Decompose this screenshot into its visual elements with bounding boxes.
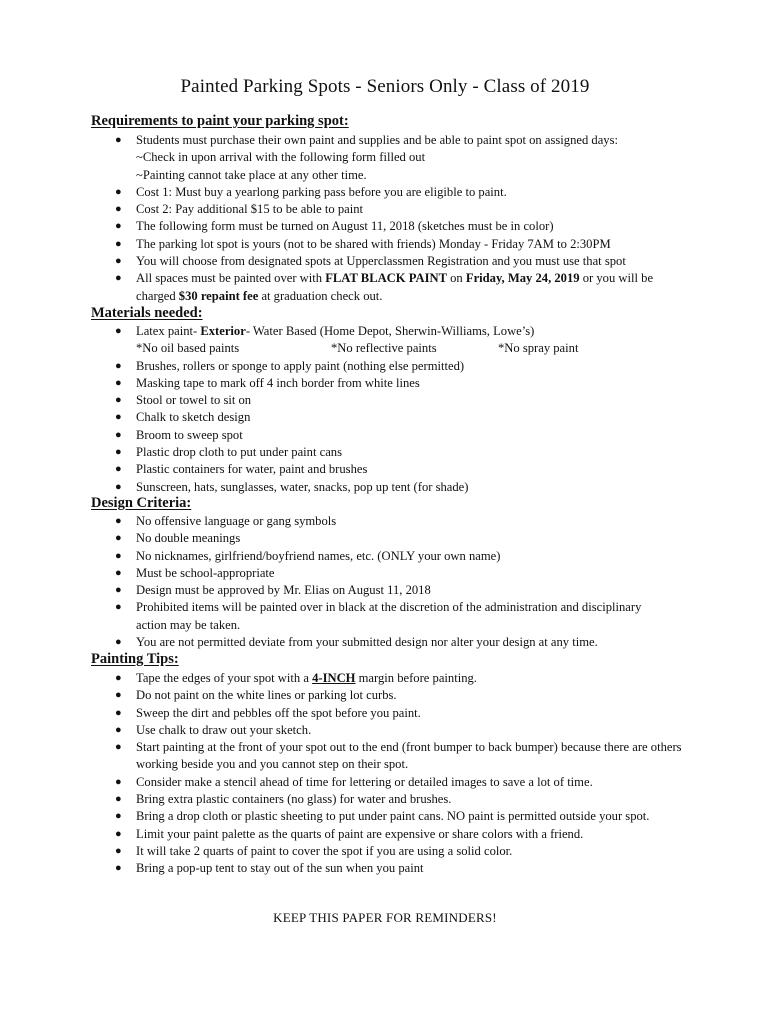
list-item: ● Sunscreen, hats, sunglasses, water, snacks, pop up tent (for shade) xyxy=(0,479,770,496)
list-item: ● Plastic containers for water, paint and brushes xyxy=(0,461,770,478)
list-item: ● Plastic drop cloth to put under paint cans xyxy=(0,444,770,461)
list-item: ● Chalk to sketch design xyxy=(0,409,770,426)
bullet-icon: ● xyxy=(115,428,122,441)
list-item: ● The parking lot spot is yours (not to be shared with friends) Monday - Friday 7AM to 2:30PM xyxy=(0,236,770,253)
materials-list xyxy=(0,323,770,496)
bullet-icon: ● xyxy=(115,394,122,407)
bullet-icon: ● xyxy=(115,359,122,372)
bullet-icon: ● xyxy=(115,689,122,702)
design-list xyxy=(0,513,770,651)
list-item: ● Sweep the dirt and pebbles off the spot before you paint. xyxy=(0,705,770,722)
list-item: ● Consider make a stencil ahead of time for lettering or detailed images to save a lot of time. xyxy=(0,774,770,791)
bullet-icon: ● xyxy=(115,862,122,875)
bullet-icon: ● xyxy=(115,515,122,527)
bullet-icon: ● xyxy=(115,203,122,216)
list-item: ● Bring a drop cloth or plastic sheeting to put under paint cans. NO paint is permitted outside your spot. xyxy=(0,808,770,825)
list-item: ● Brushes, rollers or sponge to apply paint (nothing else permitted) xyxy=(0,358,770,375)
bullet-icon: ● xyxy=(115,775,122,788)
bullet-icon: ● xyxy=(115,810,122,823)
four-inch-text: 4-INCH xyxy=(312,671,356,685)
page-title: Painted Parking Spots - Seniors Only - Class of 2019 xyxy=(180,76,590,97)
tips-heading: Painting Tips: xyxy=(91,651,179,667)
list-item: ● Start painting at the front of your spot out to the end (front bumper to back bumper) because there are others working beside you and you cannot step on their spot. xyxy=(115,740,682,772)
flat-black-paint-text: FLAT BLACK PAINT xyxy=(325,271,447,286)
bullet-icon: ● xyxy=(115,793,122,806)
materials-heading: Materials needed: xyxy=(91,305,203,321)
bullet-icon: ● xyxy=(115,549,122,562)
paint-notes-row: *No oil based paints *No reflective paints *No spray paint xyxy=(136,341,579,356)
list-item: ● You will choose from designated spots at Upperclassmen Registration and you must use that spot xyxy=(0,253,770,270)
bullet-icon: ● xyxy=(115,566,122,579)
list-item: ● Cost 1: Must buy a yearlong parking pass before you are eligible to paint. xyxy=(0,184,770,201)
footer-reminder: KEEP THIS PAPER FOR REMINDERS! xyxy=(273,910,497,925)
bullet-icon: ● xyxy=(115,255,122,268)
list-item: ● Limit your paint palette as the quarts of paint are expensive or share colors with a friend. xyxy=(0,826,770,843)
list-item: ● Masking tape to mark off 4 inch border from white lines xyxy=(0,375,770,392)
bullet-icon: ● xyxy=(115,672,122,684)
bullet-icon: ● xyxy=(115,480,122,493)
list-item: ● Do not paint on the white lines or parking lot curbs. xyxy=(0,687,770,704)
bullet-icon: ● xyxy=(115,376,122,389)
list-item: ● Design must be approved by Mr. Elias on August 11, 2018 xyxy=(0,582,770,599)
list-item: ● Use chalk to draw out your sketch. xyxy=(0,722,770,739)
list-item: ● Cost 2: Pay additional $15 to be able to paint xyxy=(0,201,770,218)
bullet-icon: ● xyxy=(115,827,122,840)
list-item: ● Must be school-appropriate xyxy=(0,565,770,582)
bullet-icon: ● xyxy=(115,844,122,857)
list-item: ● It will take 2 quarts of paint to cover the spot if you are using a solid color. xyxy=(0,843,770,860)
list-item: ● No offensive language or gang symbols xyxy=(0,513,770,530)
list-item: ● Prohibited items will be painted over in black at the discretion of the administration and disciplinary action may be taken. xyxy=(115,600,642,632)
list-item: ● Students must purchase their own paint and supplies and be able to paint spot on assigned days: ~Check in upon arrival with the following form filled out ~Painting cannot take place at any other time. xyxy=(115,133,618,182)
repaint-fee: $30 repaint fee xyxy=(178,288,259,303)
list-item: ● Broom to sweep spot xyxy=(0,427,770,444)
list-item: ● No nicknames, girlfriend/boyfriend names, etc. (ONLY your own name) xyxy=(0,548,770,565)
tips-list xyxy=(0,670,770,878)
bullet-icon: ● xyxy=(115,532,122,545)
bullet-icon: ● xyxy=(115,584,122,597)
list-item: ● You are not permitted deviate from your submitted design nor alter your design at any time. xyxy=(0,634,770,651)
list-item: ● Stool or towel to sit on xyxy=(0,392,770,409)
list-item: ● Latex paint- Exterior- Water Based (Home Depot, Sherwin-Williams, Lowe’s) *No oil based paints *No reflective paints *No spray paint xyxy=(0,323,770,358)
requirements-heading: Requirements to paint your parking spot: xyxy=(91,113,349,129)
bullet-icon: ● xyxy=(115,272,122,285)
repaint-date: Friday, May 24, 2019 xyxy=(465,271,580,286)
bullet-icon: ● xyxy=(115,741,122,754)
bullet-icon: ● xyxy=(115,706,122,719)
list-item: ● The following form must be turned on August 11, 2018 (sketches must be in color) xyxy=(0,218,770,235)
list-item: ● All spaces must be painted over with FLAT BLACK PAINT on Friday, May 24, 2019 or you will be charged $30 repaint fee at graduation check out. xyxy=(115,271,654,303)
bullet-icon: ● xyxy=(115,411,122,424)
list-item: ● No double meanings xyxy=(0,530,770,547)
bullet-icon: ● xyxy=(115,237,122,250)
design-heading: Design Criteria: xyxy=(91,495,192,511)
list-item: ● Tape the edges of your spot with a 4-INCH margin before painting. xyxy=(0,670,770,687)
bullet-icon: ● xyxy=(115,185,122,198)
bullet-icon: ● xyxy=(115,601,122,614)
bullet-icon: ● xyxy=(115,446,122,459)
bullet-icon: ● xyxy=(115,723,122,736)
bullet-icon: ● xyxy=(115,325,122,337)
bullet-icon: ● xyxy=(115,636,122,649)
requirements-list xyxy=(0,132,770,305)
list-item: ● Bring a pop-up tent to stay out of the sun when you paint xyxy=(0,860,770,877)
bullet-icon: ● xyxy=(115,134,122,146)
bullet-icon: ● xyxy=(115,220,122,233)
list-item: ● Bring extra plastic containers (no glass) for water and brushes. xyxy=(0,791,770,808)
bullet-icon: ● xyxy=(115,463,122,476)
